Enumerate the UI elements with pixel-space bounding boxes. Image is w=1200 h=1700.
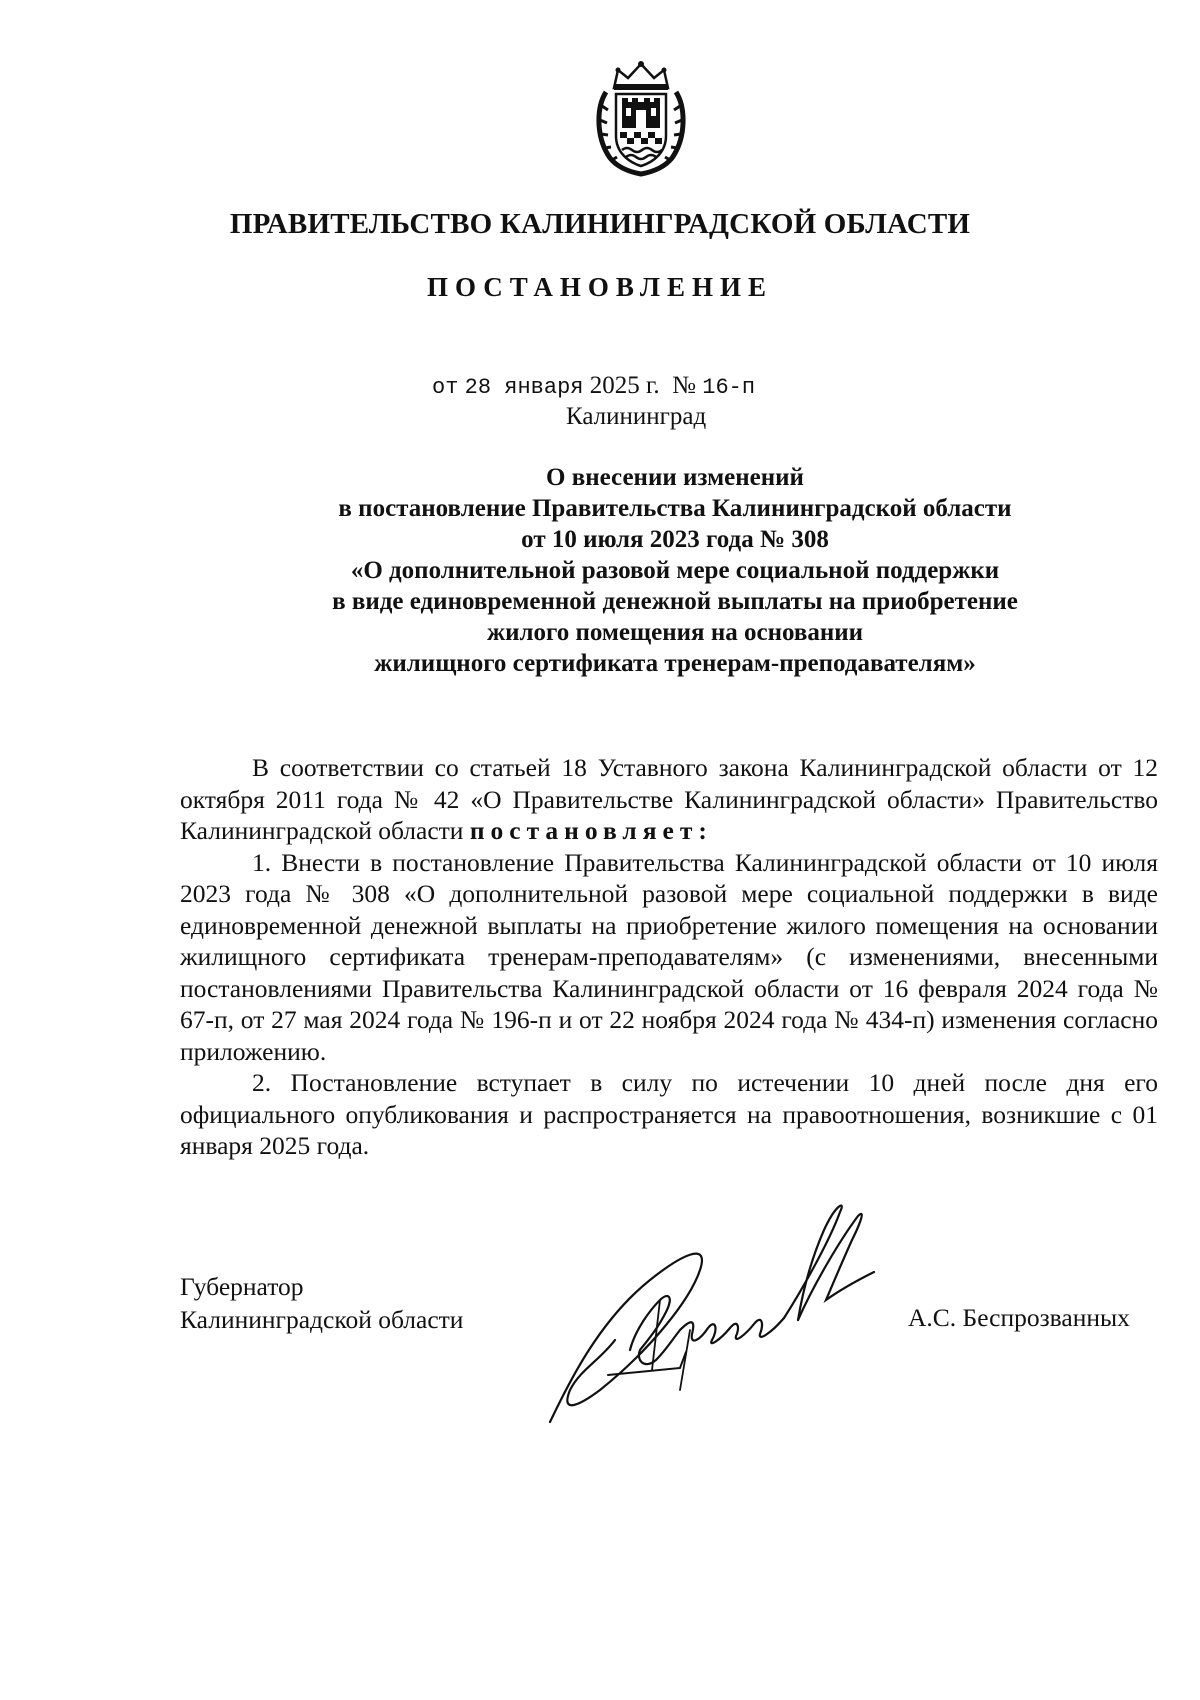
preamble-text: В соответствии со статьей 18 Уставного закона Калининградской области от 12 октября 2011 года № 42 «О Правительстве Калининградской области» Правительство Калининградской области — [180, 753, 1158, 845]
document-subject — [180, 462, 1170, 679]
signer-title-line-1: Губернатор — [180, 1272, 304, 1301]
item-1-paragraph: 1. Внести в постановление Правительства Калининградской области от 10 июля 2023 года № 308 «О дополнительной разовой мере социальной поддержки в виде единовременной денежной выплаты на приобретение жилого помещения на основании жилищного сертификата тренерам-преподавателям» (с изменениями, внесенными постановлениями Правительства Калининградской области от 16 февраля 2024 года № 67-п, от 27 мая 2024 года № 196-п и от 22 ноября 2024 года № 434-п) изменения согласно приложению. — [180, 847, 1158, 1066]
signer-name: А.С. Беспрозванных — [908, 1303, 1130, 1332]
date-year: 2025 г. — [589, 372, 660, 399]
document-number: 16-п — [702, 375, 756, 400]
number-sign: № — [672, 372, 697, 399]
subject-line: в виде единовременной денежной выплаты на приобретение — [332, 588, 1018, 615]
date-prefix: от — [432, 375, 459, 400]
signer-title-line-2: Калининградской области — [180, 1305, 464, 1334]
subject-line: в постановление Правительства Калининградской области — [338, 495, 1012, 522]
document-date-number — [432, 372, 755, 400]
document-body — [180, 752, 1158, 1162]
coat-of-arms-emblem — [592, 58, 690, 178]
subject-line: О внесении изменений — [546, 464, 804, 491]
document-type: ПОСТАНОВЛЕНИЕ — [426, 272, 774, 302]
date-day-month: 28 января — [464, 375, 584, 400]
subject-line: «О дополнительной разовой мере социальной поддержки — [350, 557, 1000, 584]
document-city: Калининград — [566, 403, 707, 430]
subject-line: жилого помещения на основании — [486, 619, 864, 646]
item-2-paragraph: 2. Постановление вступает в силу по истечении 10 дней после дня его официального опубликования и распространяется на правоотношения, возникшие с 01 января 2025 года. — [180, 1068, 1158, 1160]
subject-line: жилищного сертификата тренерам-преподавателям» — [374, 650, 976, 677]
decides-word: постановляет: — [469, 816, 713, 845]
signer-title — [180, 1270, 463, 1336]
preamble-paragraph — [180, 752, 1158, 847]
handwritten-signature — [540, 1200, 940, 1430]
subject-line: от 10 июля 2023 года № 308 — [521, 526, 829, 553]
government-title: ПРАВИТЕЛЬСТВО КАЛИНИНГРАДСКОЙ ОБЛАСТИ — [229, 208, 971, 240]
